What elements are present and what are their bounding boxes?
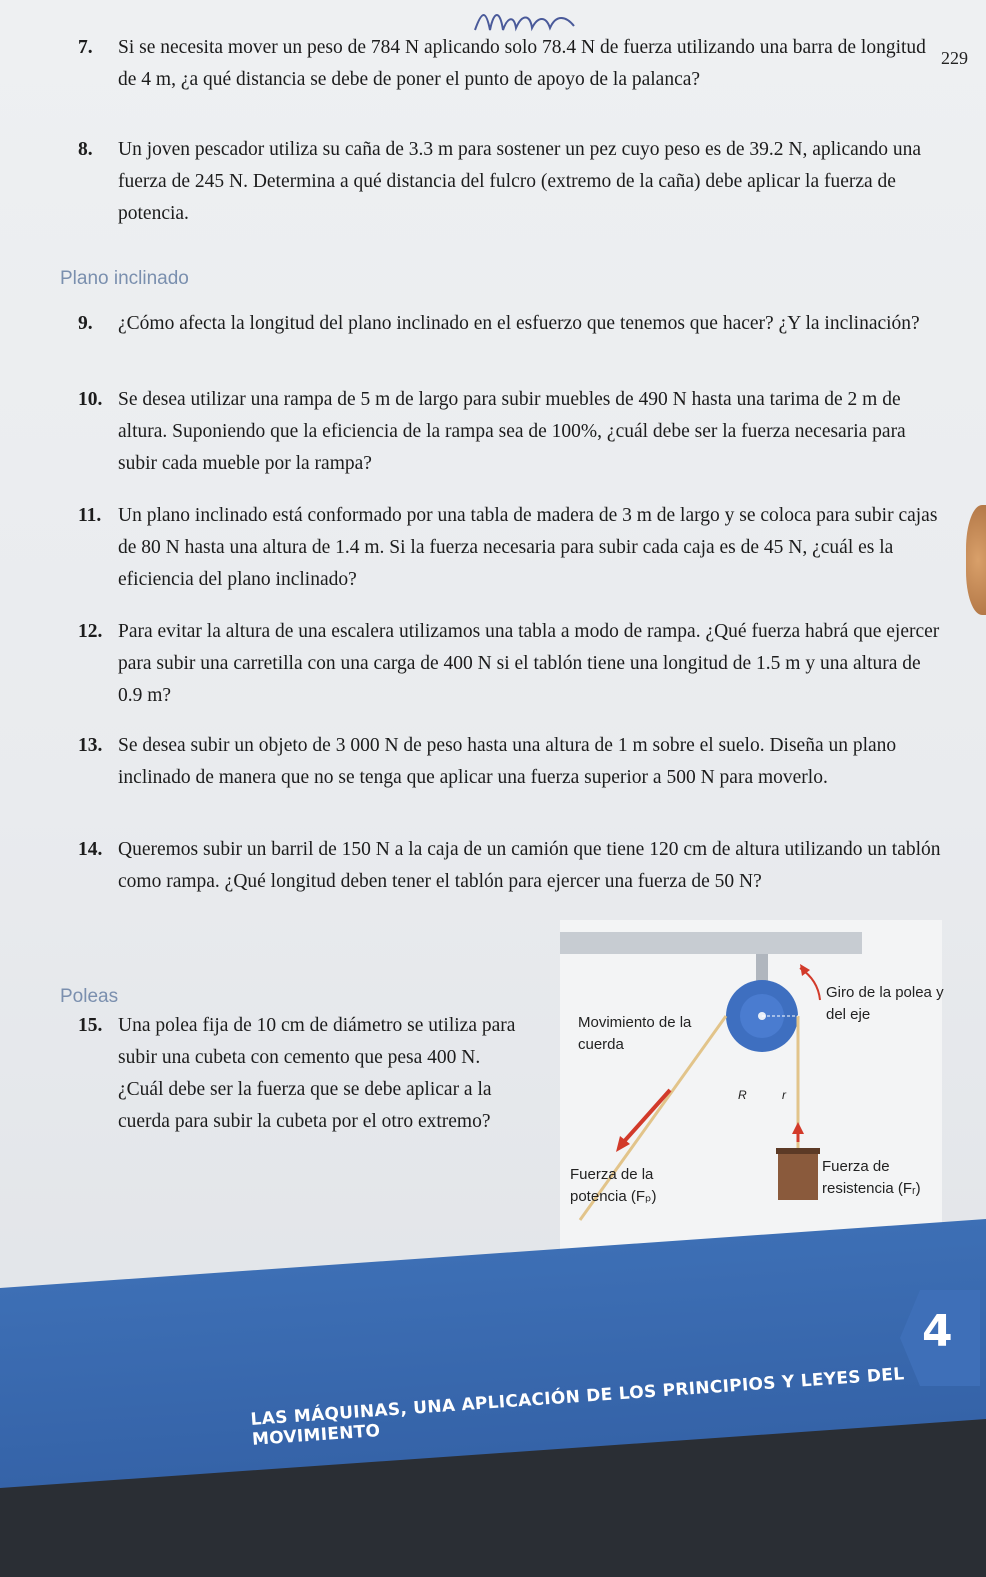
question-text: Queremos subir un barril de 150 N a la caja de un camión que tiene 120 cm de altura utilizando un tablón como rampa. ¿Qué longitud deben tener el tablón para ejercer una fuerza de 50 N? [118, 839, 941, 892]
resistance-arrowhead [792, 1122, 804, 1134]
question-text: Se desea utilizar una rampa de 5 m de largo para subir muebles de 490 N hasta una tarima de 2 m de altura. Suponiendo que la eficiencia de la rampa sea de 100%, ¿cuál debe ser la fuerza necesaria para subir cada mueble por la rampa? [118, 389, 906, 474]
unit-number: 4 [922, 1306, 953, 1357]
question-number: 8. [78, 139, 93, 160]
resistance-caption: Fuerza de resistencia (Fᵣ) [822, 1158, 921, 1197]
radius-R-label: R [738, 1088, 747, 1102]
question-7 [78, 32, 946, 96]
question-14 [78, 834, 946, 898]
question-text: Para evitar la altura de una escalera utilizamos una tabla a modo de rampa. ¿Qué fuerza habrá que ejercer para subir una carretilla con una carga de 400 N si el tablón tiene una longitud de 1.5 m y una altura de 0.9 m? [118, 621, 940, 706]
question-8 [78, 134, 946, 230]
question-text: Un plano inclinado está conformado por una tabla de madera de 3 m de largo y se coloca para subir cajas de 80 N hasta una altura de 1.4 m. Si la fuerza necesaria para subir cada caja es de 45 N, ¿cuál es la eficiencia del plano inclinado? [118, 505, 938, 590]
footer-banner-text: LAS MÁQUINAS, UNA APLICACIÓN DE LOS PRINCIPIOS Y LEYES DEL MOVIMIENTO [250, 1364, 906, 1450]
question-number: 12. [78, 621, 103, 642]
page-number: 229 [941, 48, 968, 68]
movement-caption: Movimiento de la cuerda [578, 1014, 692, 1053]
question-number: 13. [78, 735, 103, 756]
bucket-load [778, 1152, 818, 1200]
question-11 [78, 500, 946, 596]
section-title-inclined-plane: Plano inclinado [60, 268, 189, 289]
pulley-figure [560, 920, 942, 1260]
question-number: 7. [78, 37, 93, 58]
effort-caption: Fuerza de la potencia (Fₚ) [570, 1166, 657, 1205]
thumb-edge [966, 505, 986, 615]
question-number: 9. [78, 313, 93, 334]
question-12 [78, 616, 946, 712]
question-13 [78, 730, 946, 794]
question-15 [78, 1010, 526, 1138]
question-text: Si se necesita mover un peso de 784 N aplicando solo 78.4 N de fuerza utilizando una barra de longitud de 4 m, ¿a qué distancia se debe de poner el punto de apoyo de la palanca? [118, 37, 926, 90]
unit-badge [900, 1290, 980, 1400]
question-10 [78, 384, 946, 480]
question-text: ¿Cómo afecta la longitud del plano inclinado en el esfuerzo que tenemos que hacer? ¿Y la inclinación? [118, 313, 920, 334]
rotation-caption: Giro de la polea y del eje [826, 984, 944, 1023]
pulley-diagram [560, 920, 942, 1260]
question-number: 11. [78, 505, 102, 526]
effort-arrow [620, 1090, 670, 1146]
question-number: 10. [78, 389, 103, 410]
section-title-pulleys: Poleas [60, 986, 119, 1007]
question-text: Una polea fija de 10 cm de diámetro se utiliza para subir una cubeta con cemento que pesa 400 N. ¿Cuál debe ser la fuerza que se debe aplicar a la cuerda para subir la cubeta por el otro extremo? [118, 1015, 516, 1132]
question-number: 14. [78, 839, 103, 860]
ceiling-bar [560, 932, 862, 954]
radius-r-label: r [782, 1088, 786, 1102]
question-text: Un joven pescador utiliza su caña de 3.3 m para sostener un pez cuyo peso es de 39.2 N, aplicando una fuerza de 245 N. Determina a qué distancia del fulcro (extremo de la caña) debe aplicar la fuerza de potencia. [118, 139, 922, 224]
question-text: Se desea subir un objeto de 3 000 N de peso hasta una altura de 1 m sobre el suelo. Diseña un plano inclinado de manera que no se tenga que aplicar una fuerza superior a 500 N para moverlo. [118, 735, 897, 788]
question-9 [78, 308, 946, 340]
question-number: 15. [78, 1015, 103, 1036]
